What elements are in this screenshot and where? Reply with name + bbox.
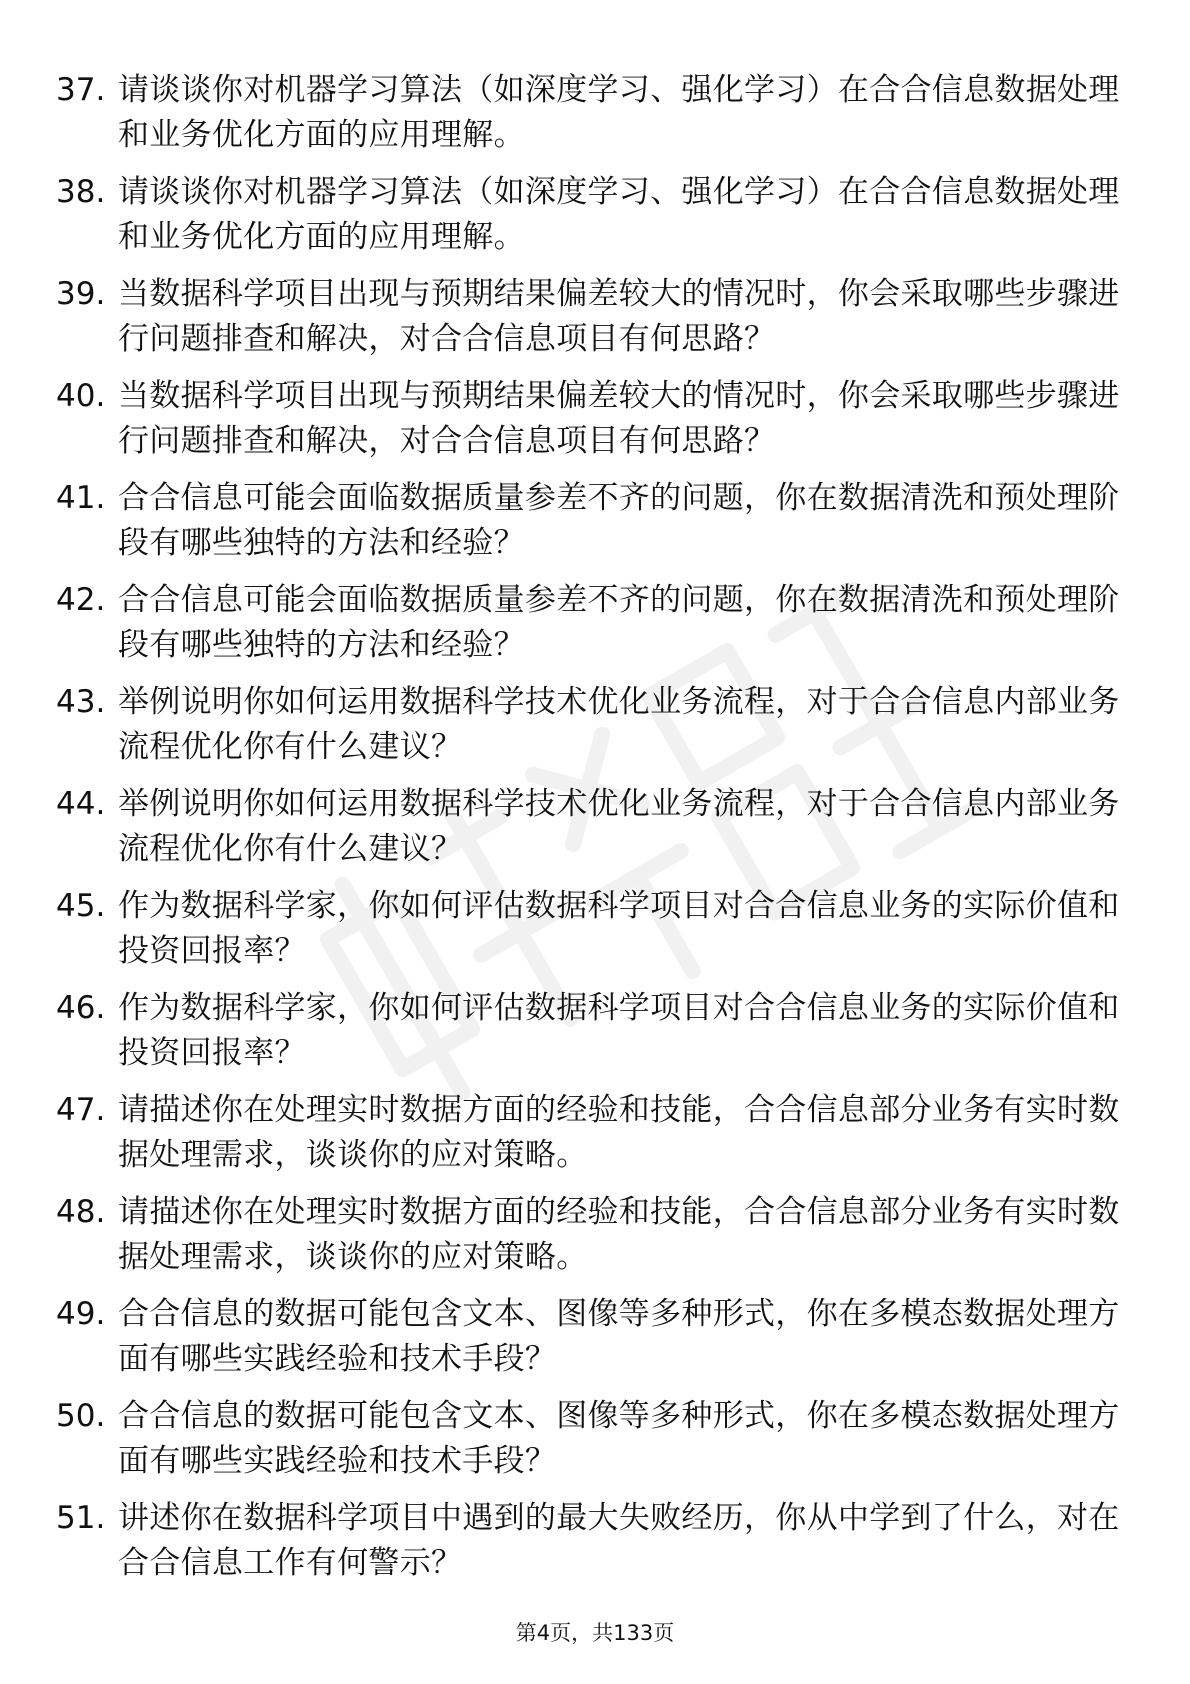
question-item-37 bbox=[56, 68, 1136, 170]
page-footer bbox=[0, 1618, 1190, 1648]
question-item-51 bbox=[56, 1496, 1136, 1598]
question-text: 请谈谈你对机器学习算法（如深度学习、强化学习）在合合信息数据处理和业务优化方面的应用理解。 bbox=[118, 174, 1120, 255]
question-number: 43. bbox=[56, 684, 106, 720]
question-item-44 bbox=[56, 782, 1136, 884]
question-text: 请谈谈你对机器学习算法（如深度学习、强化学习）在合合信息数据处理和业务优化方面的应用理解。 bbox=[118, 72, 1120, 153]
question-text: 请描述你在处理实时数据方面的经验和技能，合合信息部分业务有实时数据处理需求，谈谈你的应对策略。 bbox=[118, 1092, 1120, 1173]
question-item-50 bbox=[56, 1394, 1136, 1496]
question-item-49 bbox=[56, 1292, 1136, 1394]
page-number-label: 第4页，共133页 bbox=[515, 1621, 675, 1645]
question-text: 讲述你在数据科学项目中遇到的最大失败经历，你从中学到了什么，对在合合信息工作有何警示？ bbox=[118, 1500, 1120, 1581]
question-item-43 bbox=[56, 680, 1136, 782]
question-number: 45. bbox=[56, 888, 106, 924]
question-number: 37. bbox=[56, 72, 106, 108]
question-item-41 bbox=[56, 476, 1136, 578]
question-number: 41. bbox=[56, 480, 106, 516]
question-number: 46. bbox=[56, 990, 106, 1026]
question-text: 合合信息的数据可能包含文本、图像等多种形式，你在多模态数据处理方面有哪些实践经验和技术手段？ bbox=[118, 1296, 1120, 1377]
question-item-45 bbox=[56, 884, 1136, 986]
question-number: 47. bbox=[56, 1092, 106, 1128]
question-text: 举例说明你如何运用数据科学技术优化业务流程，对于合合信息内部业务流程优化你有什么建议？ bbox=[118, 684, 1120, 765]
question-item-40 bbox=[56, 374, 1136, 476]
question-number: 49. bbox=[56, 1296, 106, 1332]
question-item-48 bbox=[56, 1190, 1136, 1292]
question-text: 合合信息的数据可能包含文本、图像等多种形式，你在多模态数据处理方面有哪些实践经验和技术手段？ bbox=[118, 1398, 1120, 1479]
question-item-47 bbox=[56, 1088, 1136, 1190]
question-number: 50. bbox=[56, 1398, 106, 1434]
question-text: 请描述你在处理实时数据方面的经验和技能，合合信息部分业务有实时数据处理需求，谈谈你的应对策略。 bbox=[118, 1194, 1120, 1275]
question-number: 48. bbox=[56, 1194, 106, 1230]
question-number: 38. bbox=[56, 174, 106, 210]
question-text: 作为数据科学家，你如何评估数据科学项目对合合信息业务的实际价值和投资回报率？ bbox=[118, 990, 1120, 1071]
question-number: 51. bbox=[56, 1500, 106, 1536]
question-number: 39. bbox=[56, 276, 106, 312]
question-text: 当数据科学项目出现与预期结果偏差较大的情况时，你会采取哪些步骤进行问题排查和解决，对合合信息项目有何思路？ bbox=[118, 276, 1120, 357]
question-text: 当数据科学项目出现与预期结果偏差较大的情况时，你会采取哪些步骤进行问题排查和解决，对合合信息项目有何思路？ bbox=[118, 378, 1120, 459]
question-list bbox=[56, 68, 1136, 1598]
question-text: 合合信息可能会面临数据质量参差不齐的问题，你在数据清洗和预处理阶段有哪些独特的方法和经验？ bbox=[118, 480, 1120, 561]
question-number: 40. bbox=[56, 378, 106, 414]
question-text: 作为数据科学家，你如何评估数据科学项目对合合信息业务的实际价值和投资回报率？ bbox=[118, 888, 1120, 969]
question-number: 44. bbox=[56, 786, 106, 822]
question-text: 举例说明你如何运用数据科学技术优化业务流程，对于合合信息内部业务流程优化你有什么建议？ bbox=[118, 786, 1120, 867]
question-item-46 bbox=[56, 986, 1136, 1088]
question-number: 42. bbox=[56, 582, 106, 618]
question-item-38 bbox=[56, 170, 1136, 272]
question-item-42 bbox=[56, 578, 1136, 680]
question-text: 合合信息可能会面临数据质量参差不齐的问题，你在数据清洗和预处理阶段有哪些独特的方法和经验？ bbox=[118, 582, 1120, 663]
question-item-39 bbox=[56, 272, 1136, 374]
